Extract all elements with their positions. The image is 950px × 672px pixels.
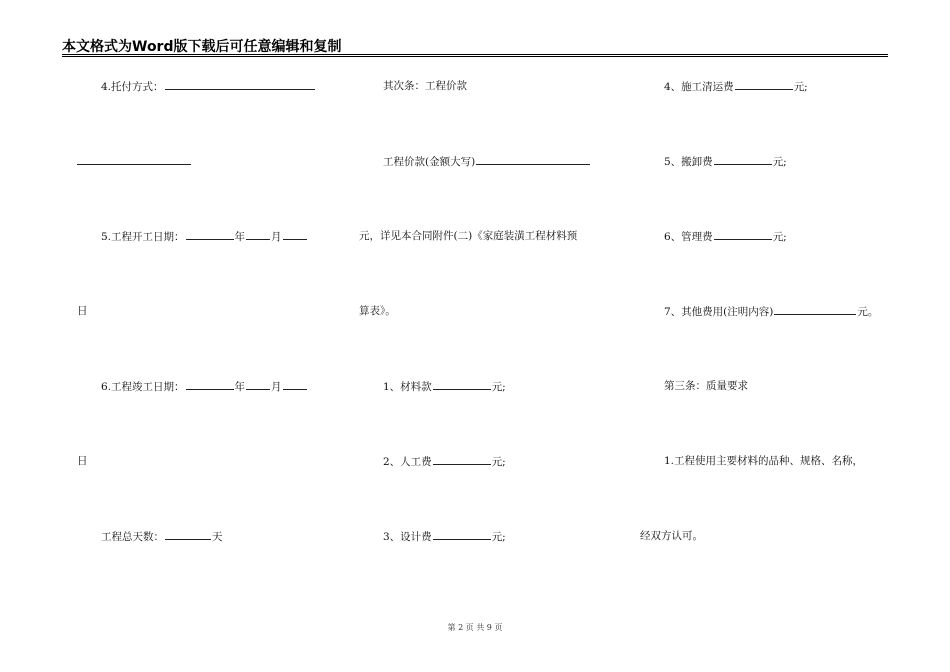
- year-label: 年: [234, 231, 246, 243]
- year-label: 年: [234, 381, 246, 393]
- start-date-label: 5.工程开工日期：: [101, 231, 185, 243]
- pay-method-line: [101, 79, 316, 94]
- materials-fee-label: 1、材料款: [383, 381, 432, 393]
- article-2-heading: 其次条：工程价款: [383, 80, 467, 92]
- cleanup-fee-blank: [735, 79, 793, 90]
- end-year-blank: [186, 379, 234, 390]
- management-fee-label: 6、管理费: [664, 231, 713, 243]
- pay-method-continued: [76, 154, 192, 169]
- materials-fee-blank: [433, 379, 491, 390]
- month-label: 月: [271, 381, 282, 393]
- other-fee-line: [664, 304, 878, 319]
- document-header: 本文格式为Word版下载后可任意编辑和复制: [62, 39, 342, 55]
- start-day-blank: [283, 229, 307, 240]
- design-fee-label: 3、设计费: [383, 531, 432, 543]
- moving-fee-label: 5、搬卸费: [664, 156, 713, 168]
- end-month-blank: [246, 379, 270, 390]
- start-month-blank: [246, 229, 270, 240]
- price-detail-line-2: 算表》。: [359, 305, 396, 317]
- design-fee-blank: [433, 529, 491, 540]
- labor-fee-label: 2、人工费: [383, 456, 432, 468]
- design-fee-line: [383, 529, 506, 544]
- labor-fee-blank: [433, 454, 491, 465]
- yuan-unit: 元;: [772, 231, 787, 243]
- end-day-blank: [283, 379, 307, 390]
- header-rule-top: [62, 54, 888, 55]
- price-caps-blank: [476, 154, 590, 165]
- days-unit: 天: [212, 531, 223, 543]
- materials-fee-line: [383, 379, 506, 394]
- end-day-label: 日: [77, 455, 88, 467]
- pay-method-blank-2: [77, 154, 191, 165]
- price-caps-label: 工程价款(金额大写): [383, 156, 476, 168]
- total-days-label: 工程总天数：: [101, 531, 164, 543]
- start-date-line: [101, 229, 308, 244]
- article-3-heading: 第三条：质量要求: [664, 380, 748, 392]
- total-days-blank: [165, 529, 211, 540]
- yuan-unit: 元;: [793, 81, 808, 93]
- labor-fee-line: [383, 454, 506, 469]
- price-detail-line-1: 元，详见本合同附件(二)《家庭装潢工程材料预: [359, 230, 578, 242]
- end-date-line: [101, 379, 308, 394]
- quality-line-2: 经双方认可。: [640, 530, 703, 542]
- total-days-line: [101, 529, 223, 544]
- month-label: 月: [271, 231, 282, 243]
- yuan-unit: 元;: [491, 531, 506, 543]
- other-fee-suffix: 元。: [857, 306, 879, 318]
- moving-fee-blank: [714, 154, 772, 165]
- start-year-blank: [186, 229, 234, 240]
- yuan-unit: 元;: [491, 456, 506, 468]
- page-number: 第 2 页 共 9 页: [447, 623, 503, 632]
- yuan-unit: 元;: [772, 156, 787, 168]
- header-rule-bottom: [62, 56, 888, 57]
- cleanup-fee-line: [664, 79, 808, 94]
- quality-line-1: 1.工程使用主要材料的品种、规格、名称，: [664, 455, 864, 467]
- yuan-unit: 元;: [491, 381, 506, 393]
- other-fee-label: 7、其他费用(注明内容): [664, 306, 774, 318]
- end-date-label: 6.工程竣工日期：: [101, 381, 185, 393]
- pay-method-label: 4.托付方式：: [101, 81, 164, 93]
- moving-fee-line: [664, 154, 787, 169]
- management-fee-line: [664, 229, 787, 244]
- pay-method-blank: [165, 79, 315, 90]
- cleanup-fee-label: 4、施工清运费: [664, 81, 734, 93]
- management-fee-blank: [714, 229, 772, 240]
- start-day-label: 日: [77, 305, 88, 317]
- other-fee-blank: [774, 304, 856, 315]
- price-caps-line: [383, 154, 591, 169]
